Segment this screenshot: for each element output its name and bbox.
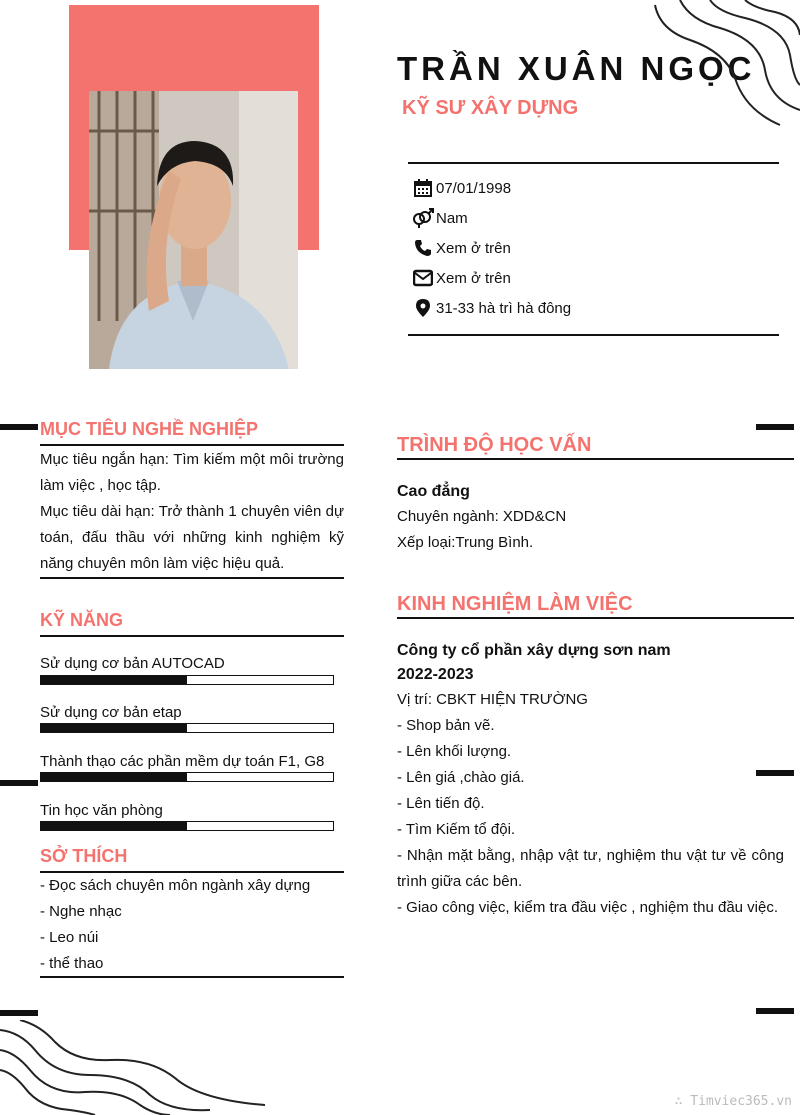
contact-email: Xem ở trên	[436, 269, 511, 287]
objective-long-term: Mục tiêu dài hạn: Trở thành 1 chuyên viên dự toán, đấu thầu với những kinh nghiệm kỹ năng chuyên môn làm việc hiệu quả.	[40, 503, 344, 572]
experience-position: Vị trí: CBKT HIỆN TRƯỜNG	[397, 691, 588, 708]
contact-phone: Xem ở trên	[436, 239, 511, 257]
hobby-item: - thể thao	[40, 955, 104, 972]
profile-photo	[89, 91, 298, 369]
side-mark	[0, 780, 38, 786]
phone-icon	[412, 237, 434, 259]
hobby-item: - Nghe nhạc	[40, 903, 122, 920]
contact-birthdate: 07/01/1998	[436, 179, 512, 197]
side-mark	[0, 424, 38, 430]
experience-duty: - Lên tiến độ.	[397, 795, 485, 812]
experience-duty: - Shop bản vẽ.	[397, 717, 495, 734]
side-mark	[0, 1010, 38, 1016]
location-pin-icon	[412, 297, 434, 319]
side-mark	[756, 424, 794, 430]
skill-label: Sử dụng cơ bản etap	[40, 704, 182, 721]
wave-decoration-bottom	[0, 1020, 270, 1115]
watermark: ∴ Timviec365.vn	[674, 1094, 792, 1109]
skill-label: Tin học văn phòng	[40, 802, 163, 819]
contact-row-phone	[412, 236, 511, 260]
hobby-item: - Đọc sách chuyên môn ngành xây dựng	[40, 877, 311, 894]
divider	[397, 458, 794, 460]
experience-title: KINH NGHIỆM LÀM VIỆC	[397, 593, 633, 615]
skill-label: Sử dụng cơ bản AUTOCAD	[40, 655, 225, 672]
divider	[397, 617, 794, 619]
objective-short-term: Mục tiêu ngắn hạn: Tìm kiếm một môi trường làm việc , học tập.	[40, 451, 344, 494]
candidate-name: TRẦN XUÂN NGỌC	[397, 50, 756, 87]
contact-info	[408, 162, 779, 336]
skill-bar	[40, 821, 334, 831]
education-level: Cao đẳng	[397, 483, 470, 500]
email-icon	[412, 267, 434, 289]
skill-label: Thành thạo các phần mềm dự toán F1, G8	[40, 753, 325, 770]
skill-bar-fill	[41, 724, 187, 732]
skills-title: KỸ NĂNG	[40, 610, 124, 630]
skill-bar-fill	[41, 773, 187, 781]
education-title: TRÌNH ĐỘ HỌC VẤN	[397, 434, 592, 456]
experience-company: Công ty cổ phần xây dựng sơn nam	[397, 642, 671, 659]
objective-title: MỤC TIÊU NGHỀ NGHIỆP	[40, 419, 259, 439]
experience-duty: - Giao công việc, kiểm tra đầu việc , nghiệm thu đầu việc.	[397, 899, 779, 916]
side-mark	[756, 770, 794, 776]
divider	[40, 444, 344, 446]
skill-bar	[40, 723, 334, 733]
experience-duty: - Tìm Kiếm tổ đội.	[397, 821, 516, 838]
divider	[40, 976, 344, 978]
side-mark	[756, 1008, 794, 1014]
education-major: Chuyên ngành: XDD&CN	[397, 508, 567, 525]
skill-bar	[40, 675, 334, 685]
contact-row-address	[412, 296, 571, 320]
job-title: KỸ SƯ XÂY DỰNG	[402, 97, 579, 119]
skill-bar-fill	[41, 822, 187, 830]
contact-address: 31-33 hà trì hà đông	[436, 299, 572, 317]
experience-period: 2022-2023	[397, 666, 474, 683]
calendar-icon	[412, 177, 434, 199]
hobby-item: - Leo núi	[40, 929, 99, 946]
contact-gender: Nam	[436, 209, 468, 227]
skill-bar-fill	[41, 676, 187, 684]
contact-row-email	[412, 266, 511, 290]
hobbies-title: SỞ THÍCH	[40, 846, 128, 866]
education-grade: Xếp loại:Trung Bình.	[397, 534, 534, 551]
experience-duty: - Lên khối lượng.	[397, 743, 512, 760]
experience-duty: - Nhận mặt bằng, nhập vật tư, nghiệm thu vật tư về công trình giữa các bên.	[397, 847, 784, 890]
divider	[40, 635, 344, 637]
contact-row-birthdate	[412, 176, 511, 200]
contact-row-gender	[412, 206, 468, 230]
divider	[40, 577, 344, 579]
gender-icon	[412, 207, 434, 229]
skill-bar	[40, 772, 334, 782]
experience-duty: - Lên giá ,chào giá.	[397, 769, 525, 786]
wave-decoration-top	[650, 0, 800, 128]
